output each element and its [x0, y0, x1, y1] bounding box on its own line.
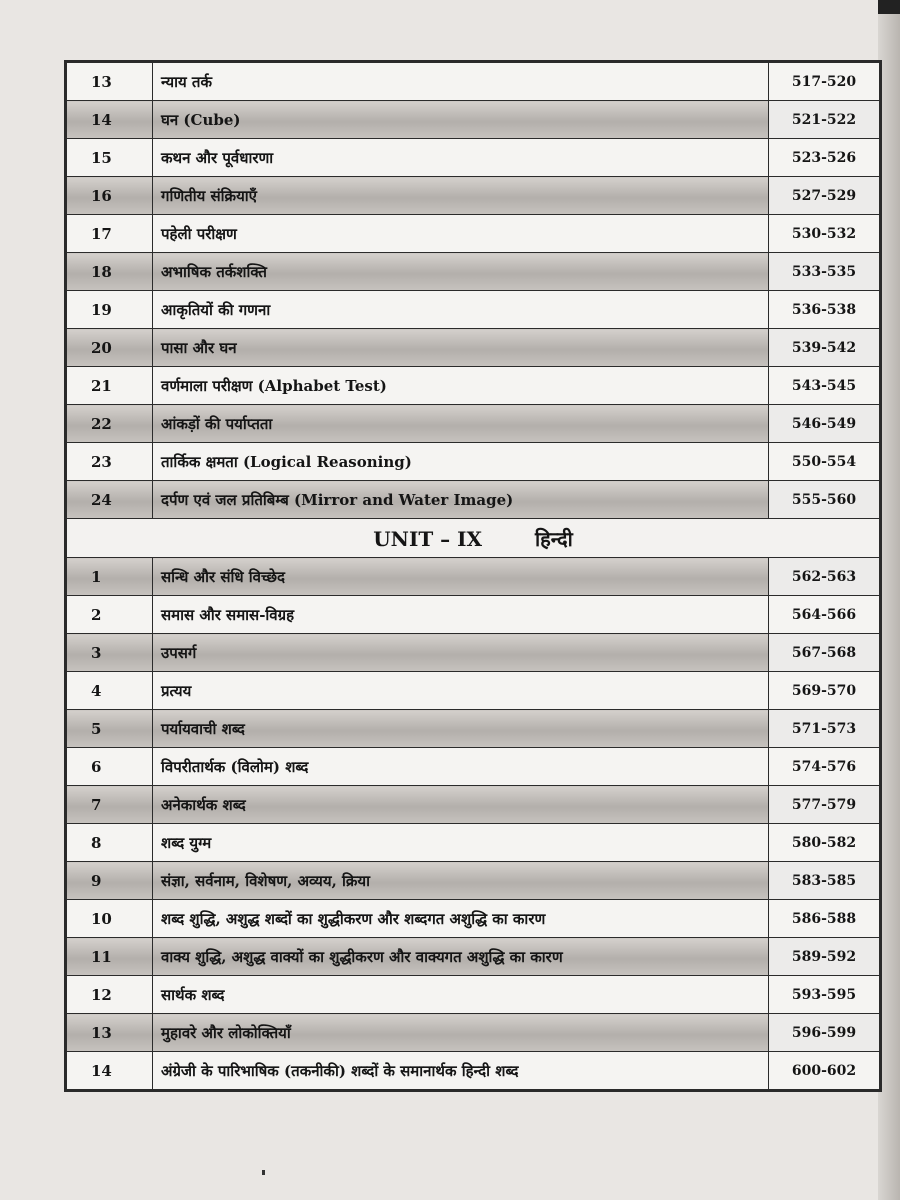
chapter-title: दर्पण एवं जल प्रतिबिम्ब (Mirror and Water Image) — [153, 481, 769, 519]
chapter-number: 16 — [67, 177, 153, 215]
chapter-title: मुहावरे और लोकोक्तियाँ — [153, 1014, 769, 1052]
page-range: 574-576 — [769, 748, 880, 786]
chapter-number: 14 — [67, 101, 153, 139]
chapter-title: संज्ञा, सर्वनाम, विशेषण, अव्यय, क्रिया — [153, 862, 769, 900]
contents-row — [67, 177, 880, 215]
contents-row — [67, 367, 880, 405]
contents-row — [67, 786, 880, 824]
contents-row — [67, 253, 880, 291]
contents-row — [67, 558, 880, 596]
chapter-number: 17 — [67, 215, 153, 253]
chapter-title: पहेली परीक्षण — [153, 215, 769, 253]
chapter-number: 8 — [67, 824, 153, 862]
page-range: 593-595 — [769, 976, 880, 1014]
chapter-title: अभाषिक तर्कशक्ति — [153, 253, 769, 291]
chapter-number: 10 — [67, 900, 153, 938]
contents-section-hindi — [67, 558, 880, 1090]
chapter-number: 12 — [67, 976, 153, 1014]
chapter-number: 2 — [67, 596, 153, 634]
chapter-title: अंग्रेजी के पारिभाषिक (तकनीकी) शब्दों के समानार्थक हिन्दी शब्द — [153, 1052, 769, 1090]
chapter-title: वर्णमाला परीक्षण (Alphabet Test) — [153, 367, 769, 405]
contents-row — [67, 634, 880, 672]
chapter-number: 1 — [67, 558, 153, 596]
chapter-title: अनेकार्थक शब्द — [153, 786, 769, 824]
chapter-title: कथन और पूर्वधारणा — [153, 139, 769, 177]
contents-row — [67, 1014, 880, 1052]
contents-row — [67, 1052, 880, 1090]
page-range: 536-538 — [769, 291, 880, 329]
chapter-number: 21 — [67, 367, 153, 405]
page-range: 589-592 — [769, 938, 880, 976]
chapter-number: 4 — [67, 672, 153, 710]
page-range: 571-573 — [769, 710, 880, 748]
contents-row — [67, 139, 880, 177]
page-range: 521-522 — [769, 101, 880, 139]
chapter-title: सन्धि और संधि विच्छेद — [153, 558, 769, 596]
page-range: 543-545 — [769, 367, 880, 405]
page-corner — [878, 0, 900, 14]
chapter-title: विपरीतार्थक (विलोम) शब्द — [153, 748, 769, 786]
chapter-number: 13 — [67, 1014, 153, 1052]
page-range: 562-563 — [769, 558, 880, 596]
chapter-number: 14 — [67, 1052, 153, 1090]
chapter-title: पर्यायवाची शब्द — [153, 710, 769, 748]
page-range: 567-568 — [769, 634, 880, 672]
contents-row — [67, 976, 880, 1014]
page-range: 550-554 — [769, 443, 880, 481]
chapter-number: 20 — [67, 329, 153, 367]
contents-row — [67, 900, 880, 938]
contents-row — [67, 938, 880, 976]
chapter-title: न्याय तर्क — [153, 63, 769, 101]
chapter-title: शब्द युग्म — [153, 824, 769, 862]
unit-heading-section — [67, 519, 880, 558]
page-range: 586-588 — [769, 900, 880, 938]
contents-row — [67, 443, 880, 481]
contents-row — [67, 481, 880, 519]
chapter-number: 9 — [67, 862, 153, 900]
contents-row — [67, 405, 880, 443]
chapter-number: 19 — [67, 291, 153, 329]
chapter-title: घन (Cube) — [153, 101, 769, 139]
page-range: 517-520 — [769, 63, 880, 101]
chapter-title: सार्थक शब्द — [153, 976, 769, 1014]
chapter-title: शब्द शुद्धि, अशुद्ध शब्दों का शुद्धीकरण और शब्दगत अशुद्धि का कारण — [153, 900, 769, 938]
contents-section-reasoning — [67, 63, 880, 519]
page-range: 523-526 — [769, 139, 880, 177]
page-range: 569-570 — [769, 672, 880, 710]
contents-row — [67, 215, 880, 253]
contents-row — [67, 824, 880, 862]
chapter-number: 13 — [67, 63, 153, 101]
page-range: 600-602 — [769, 1052, 880, 1090]
unit-heading-row — [67, 519, 880, 558]
page-range: 527-529 — [769, 177, 880, 215]
chapter-number: 11 — [67, 938, 153, 976]
contents-table — [66, 62, 880, 1090]
contents-row — [67, 862, 880, 900]
chapter-number: 6 — [67, 748, 153, 786]
contents-row — [67, 710, 880, 748]
page-mark — [262, 1170, 265, 1175]
chapter-title: आकृतियों की गणना — [153, 291, 769, 329]
page-edge-shadow — [878, 0, 900, 1200]
chapter-title: वाक्य शुद्धि, अशुद्ध वाक्यों का शुद्धीकरण और वाक्यगत अशुद्धि का कारण — [153, 938, 769, 976]
chapter-title: समास और समास-विग्रह — [153, 596, 769, 634]
chapter-title: पासा और घन — [153, 329, 769, 367]
page-range: 577-579 — [769, 786, 880, 824]
chapter-number: 18 — [67, 253, 153, 291]
chapter-title: आंकड़ों की पर्याप्तता — [153, 405, 769, 443]
unit-label: UNIT – IX — [373, 526, 482, 551]
page-range: 533-535 — [769, 253, 880, 291]
contents-row — [67, 672, 880, 710]
contents-row — [67, 748, 880, 786]
chapter-number: 3 — [67, 634, 153, 672]
page-range: 564-566 — [769, 596, 880, 634]
chapter-title: प्रत्यय — [153, 672, 769, 710]
page-range: 530-532 — [769, 215, 880, 253]
chapter-number: 22 — [67, 405, 153, 443]
page-range: 546-549 — [769, 405, 880, 443]
contents-row — [67, 596, 880, 634]
unit-subject: हिन्दी — [534, 526, 573, 551]
chapter-number: 24 — [67, 481, 153, 519]
chapter-number: 5 — [67, 710, 153, 748]
contents-row — [67, 329, 880, 367]
page-range: 555-560 — [769, 481, 880, 519]
contents-row — [67, 291, 880, 329]
contents-row — [67, 101, 880, 139]
page-range: 596-599 — [769, 1014, 880, 1052]
contents-row — [67, 63, 880, 101]
page-range: 580-582 — [769, 824, 880, 862]
chapter-title: गणितीय संक्रियाएँ — [153, 177, 769, 215]
chapter-title: तार्किक क्षमता (Logical Reasoning) — [153, 443, 769, 481]
page-range: 583-585 — [769, 862, 880, 900]
unit-heading — [67, 519, 880, 558]
chapter-number: 23 — [67, 443, 153, 481]
chapter-number: 7 — [67, 786, 153, 824]
chapter-title: उपसर्ग — [153, 634, 769, 672]
chapter-number: 15 — [67, 139, 153, 177]
page-range: 539-542 — [769, 329, 880, 367]
